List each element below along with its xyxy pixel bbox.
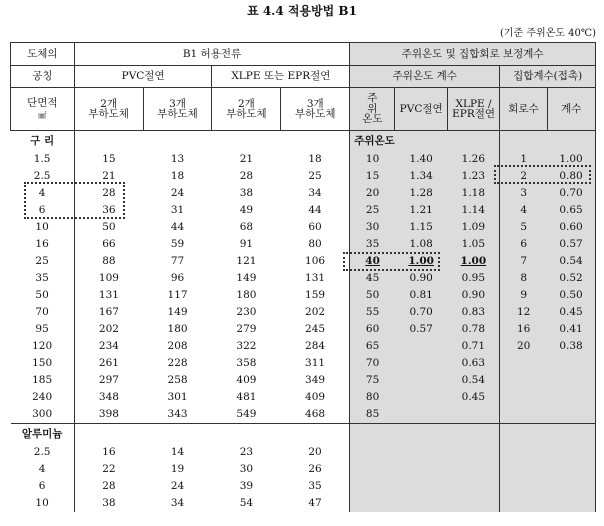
empty-cell — [447, 461, 499, 478]
copper-section-row — [11, 131, 596, 152]
cell-group-factor: 0.60 — [547, 219, 595, 236]
cell-temp: 25 — [350, 202, 395, 219]
cell-xlpe-2: 30 — [239, 463, 254, 476]
empty-cell — [212, 131, 281, 152]
empty-cell — [547, 495, 595, 512]
cell-pvc-factor: 1.21 — [395, 202, 447, 219]
cell-circuits: 4 — [500, 202, 547, 219]
cell-pvc-3: 258 — [167, 374, 188, 387]
cell-xlpe-factor: 1.18 — [447, 185, 499, 202]
cell-group-factor: 0.38 — [547, 338, 595, 355]
cell-temp: 30 — [350, 219, 395, 236]
table-row — [11, 406, 596, 424]
cell-area: 10 — [11, 219, 75, 236]
cell-area: 300 — [11, 406, 75, 424]
header-xlpe-3: 3개 부하도체 — [281, 88, 350, 131]
cell-area: 4 — [11, 461, 75, 478]
cell-area: 120 — [11, 338, 75, 355]
cell-pvc-3: 24 — [170, 187, 185, 200]
empty-cell — [350, 461, 395, 478]
cell-circuits — [500, 355, 547, 372]
empty-cell — [547, 444, 595, 461]
cell-area: 6 — [11, 202, 75, 219]
cell-xlpe-3: 60 — [308, 221, 322, 234]
empty-cell — [447, 444, 499, 461]
header-xlpe: XLPE 또는 EPR절연 — [212, 66, 350, 88]
cell-pvc-2: 167 — [74, 304, 143, 321]
cell-pvc-3: 34 — [170, 497, 185, 510]
cell-group-factor: 1.00 — [547, 151, 595, 168]
cell-pvc-2: 348 — [74, 389, 143, 406]
header-b1-group: B1 허용전류 — [74, 43, 350, 66]
cell-group-factor: 0.70 — [547, 185, 595, 202]
table-row — [11, 270, 596, 287]
empty-cell — [281, 131, 350, 152]
table-row — [11, 219, 596, 236]
cell-xlpe-factor: 1.23 — [447, 168, 499, 185]
cell-xlpe-3: 245 — [305, 323, 326, 336]
cell-circuits: 9 — [500, 287, 547, 304]
empty-cell — [500, 444, 547, 461]
cell-xlpe-2: 38 — [239, 187, 254, 200]
cell-group-factor: 0.41 — [547, 321, 595, 338]
cell-xlpe-3: 202 — [305, 306, 326, 319]
cell-xlpe-2: 230 — [236, 306, 257, 319]
cell-xlpe-factor: 0.95 — [447, 270, 499, 287]
cell-circuits: 3 — [500, 185, 547, 202]
cell-circuits: 2 — [500, 168, 547, 185]
cell-xlpe-factor: 1.05 — [447, 236, 499, 253]
cell-area: 240 — [11, 389, 75, 406]
empty-cell — [547, 424, 595, 445]
empty-cell — [281, 424, 350, 445]
cell-pvc-2: 28 — [74, 185, 143, 202]
cell-pvc-factor — [395, 389, 447, 406]
copper-label: 구 리 — [11, 131, 75, 152]
cell-pvc-2: 398 — [74, 406, 143, 424]
cell-xlpe-factor: 0.71 — [447, 338, 499, 355]
cell-xlpe-factor: 1.00 — [447, 253, 499, 270]
cell-pvc-factor — [395, 338, 447, 355]
cell-temp: 15 — [350, 168, 395, 185]
cell-xlpe-factor: 0.54 — [447, 372, 499, 389]
cell-pvc-factor — [395, 406, 447, 424]
table-row — [11, 202, 596, 219]
cell-xlpe-3: 80 — [308, 238, 322, 251]
cell-pvc-factor: 0.70 — [395, 304, 447, 321]
cell-pvc-3: 117 — [167, 289, 188, 302]
cell-area: 70 — [11, 304, 75, 321]
cell-group-factor: 0.45 — [547, 304, 595, 321]
table-title: 표 4.4 적용방법 B1 — [247, 4, 357, 18]
cell-group-factor — [547, 406, 595, 424]
header-pvc: PVC절연 — [74, 66, 212, 88]
cell-area: 16 — [11, 236, 75, 253]
empty-cell — [500, 131, 547, 152]
table-row — [11, 355, 596, 372]
cell-temp: 75 — [350, 372, 395, 389]
header-conductor: 도체의 — [11, 43, 75, 66]
table-row — [11, 185, 596, 202]
cell-pvc-2: 66 — [74, 236, 143, 253]
aluminum-label: 알루미늄 — [11, 424, 75, 445]
cell-pvc-3: 18 — [170, 170, 185, 183]
cell-area: 185 — [11, 372, 75, 389]
cell-temp: 10 — [350, 151, 395, 168]
cell-circuits — [500, 372, 547, 389]
cell-area: 1.5 — [11, 151, 75, 168]
cell-group-factor — [547, 372, 595, 389]
cell-pvc-2: 202 — [74, 321, 143, 338]
cell-xlpe-3: 26 — [308, 463, 322, 476]
header-nominal: 공칭 — [11, 66, 75, 88]
cell-pvc-3: 180 — [167, 323, 188, 336]
cell-xlpe-2: 180 — [236, 289, 257, 302]
cell-pvc-3: 13 — [170, 153, 185, 166]
empty-cell — [74, 424, 143, 445]
table-row — [11, 444, 596, 461]
cell-pvc-3: 228 — [167, 357, 188, 370]
cell-xlpe-3: 25 — [308, 170, 322, 183]
cell-area: 150 — [11, 355, 75, 372]
cell-pvc-2: 15 — [74, 151, 143, 168]
empty-cell — [500, 478, 547, 495]
cell-xlpe-3: 349 — [305, 374, 326, 387]
cell-xlpe-factor: 1.26 — [447, 151, 499, 168]
cell-pvc-2: 36 — [74, 202, 143, 219]
cell-temp: 80 — [350, 389, 395, 406]
cell-area: 2.5 — [11, 444, 75, 461]
cell-xlpe-factor: 1.09 — [447, 219, 499, 236]
cell-xlpe-2: 322 — [236, 340, 257, 353]
cell-pvc-3: 24 — [170, 480, 185, 493]
cell-circuits: 12 — [500, 304, 547, 321]
empty-cell — [547, 461, 595, 478]
cell-area: 4 — [11, 185, 75, 202]
cell-pvc-2: 21 — [74, 168, 143, 185]
header-pvc-3: 3개 부하도체 — [143, 88, 212, 131]
cell-xlpe-factor: 0.78 — [447, 321, 499, 338]
cell-pvc-factor: 0.81 — [395, 287, 447, 304]
cell-xlpe-3: 311 — [305, 357, 326, 370]
cell-pvc-2: 297 — [74, 372, 143, 389]
header-circuits: 회로수 — [500, 88, 547, 131]
cell-temp: 40 — [350, 253, 395, 270]
cell-pvc-3: 44 — [170, 221, 185, 234]
table-row — [11, 461, 596, 478]
cell-group-factor: 0.50 — [547, 287, 595, 304]
cell-temp: 65 — [350, 338, 395, 355]
cell-group-factor — [547, 355, 595, 372]
cell-xlpe-3: 284 — [305, 340, 326, 353]
empty-cell — [395, 495, 447, 512]
table-row — [11, 321, 596, 338]
header-ambient: 주위온도 계수 — [350, 66, 500, 88]
empty-cell — [350, 424, 395, 445]
cell-pvc-factor: 0.57 — [395, 321, 447, 338]
cell-xlpe-factor: 0.90 — [447, 287, 499, 304]
table-subtitle: (기준 주위온도 40℃) — [499, 28, 596, 39]
cell-temp: 35 — [350, 236, 395, 253]
empty-cell — [74, 131, 143, 152]
table-row — [11, 168, 596, 185]
cell-group-factor: 0.54 — [547, 253, 595, 270]
empty-cell — [350, 444, 395, 461]
cell-circuits: 5 — [500, 219, 547, 236]
cell-xlpe-factor: 0.63 — [447, 355, 499, 372]
cell-pvc-3: 208 — [167, 340, 188, 353]
table-row — [11, 372, 596, 389]
table-row — [11, 253, 596, 270]
table-row — [11, 495, 596, 512]
cell-xlpe-2: 39 — [239, 480, 254, 493]
cell-xlpe-2: 54 — [239, 497, 254, 510]
cell-pvc-3: 301 — [167, 391, 188, 404]
cell-circuits: 8 — [500, 270, 547, 287]
cell-xlpe-2: 28 — [239, 170, 254, 183]
empty-cell — [350, 478, 395, 495]
cell-temp: 85 — [350, 406, 395, 424]
table-row — [11, 338, 596, 355]
cell-pvc-2: 131 — [74, 287, 143, 304]
header-factor: 계수 — [547, 88, 595, 131]
cell-xlpe-3: 159 — [305, 289, 326, 302]
cell-pvc-factor: 1.40 — [395, 151, 447, 168]
cell-circuits — [500, 406, 547, 424]
cell-xlpe-3: 34 — [308, 187, 322, 200]
cell-circuits: 6 — [500, 236, 547, 253]
cell-pvc-3: 14 — [170, 446, 185, 459]
cell-group-factor: 0.52 — [547, 270, 595, 287]
cell-pvc-3: 19 — [170, 463, 185, 476]
b1-table — [10, 42, 596, 512]
table-row — [11, 389, 596, 406]
cell-xlpe-3: 131 — [305, 272, 326, 285]
cell-area: 35 — [11, 270, 75, 287]
cell-xlpe-2: 549 — [236, 408, 257, 421]
cell-xlpe-2: 481 — [236, 391, 257, 404]
empty-cell — [143, 424, 212, 445]
empty-cell — [447, 495, 499, 512]
cell-temp: 70 — [350, 355, 395, 372]
cell-pvc-factor — [395, 355, 447, 372]
empty-cell — [500, 461, 547, 478]
cell-area: 6 — [11, 478, 75, 495]
table-row — [11, 236, 596, 253]
cell-pvc-factor: 1.00 — [395, 253, 447, 270]
cell-group-factor: 0.65 — [547, 202, 595, 219]
cell-pvc-3: 77 — [170, 255, 185, 268]
empty-cell — [500, 495, 547, 512]
empty-cell — [395, 424, 447, 445]
cell-pvc-2: 88 — [74, 253, 143, 270]
cell-xlpe-factor: 0.83 — [447, 304, 499, 321]
cell-circuits: 7 — [500, 253, 547, 270]
cell-xlpe-2: 68 — [239, 221, 254, 234]
cell-circuits: 1 — [500, 151, 547, 168]
header-xlpe-factor: XLPE / EPR절연 — [447, 88, 499, 131]
header-pvc-2: 2개 부하도체 — [74, 88, 143, 131]
cell-xlpe-2: 49 — [239, 204, 254, 217]
cell-pvc-2: 28 — [74, 478, 143, 495]
cell-pvc-3: 149 — [167, 306, 188, 319]
cell-pvc-2: 38 — [74, 495, 143, 512]
ambient-label: 주위온도 — [350, 131, 500, 152]
cell-circuits: 16 — [500, 321, 547, 338]
empty-cell — [547, 131, 595, 152]
header-grouping: 집합계수(접촉) — [500, 66, 596, 88]
cell-xlpe-2: 21 — [239, 153, 254, 166]
cell-area: 10 — [11, 495, 75, 512]
cell-pvc-3: 96 — [170, 272, 185, 285]
table-row — [11, 151, 596, 168]
cell-pvc-factor — [395, 372, 447, 389]
empty-cell — [447, 424, 499, 445]
cell-xlpe-3: 20 — [308, 446, 322, 459]
cell-pvc-2: 234 — [74, 338, 143, 355]
cell-group-factor: 0.57 — [547, 236, 595, 253]
cell-xlpe-2: 23 — [239, 446, 254, 459]
cell-pvc-factor: 0.90 — [395, 270, 447, 287]
empty-cell — [395, 461, 447, 478]
cell-pvc-factor: 1.08 — [395, 236, 447, 253]
cell-pvc-2: 22 — [74, 461, 143, 478]
cell-pvc-factor: 1.34 — [395, 168, 447, 185]
empty-cell — [447, 478, 499, 495]
cell-xlpe-factor — [447, 406, 499, 424]
cell-pvc-2: 109 — [74, 270, 143, 287]
cell-temp: 45 — [350, 270, 395, 287]
cell-pvc-3: 59 — [170, 238, 185, 251]
cell-xlpe-2: 279 — [236, 323, 257, 336]
cell-area: 50 — [11, 287, 75, 304]
header-pvc-factor: PVC절연 — [395, 88, 447, 131]
empty-cell — [395, 478, 447, 495]
cell-pvc-factor: 1.28 — [395, 185, 447, 202]
cell-xlpe-3: 409 — [305, 391, 326, 404]
header-area: 단면적 ㎟ — [11, 88, 75, 131]
cell-xlpe-3: 44 — [308, 204, 322, 217]
cell-circuits: 20 — [500, 338, 547, 355]
header-xlpe-2: 2개 부하도체 — [212, 88, 281, 131]
cell-temp: 60 — [350, 321, 395, 338]
cell-temp: 55 — [350, 304, 395, 321]
table-row — [11, 478, 596, 495]
header-temp: 주 위 온도 — [350, 88, 395, 131]
cell-xlpe-3: 468 — [305, 408, 326, 421]
cell-xlpe-3: 18 — [308, 153, 322, 166]
cell-temp: 20 — [350, 185, 395, 202]
cell-pvc-3: 343 — [167, 408, 188, 421]
cell-pvc-3: 31 — [170, 204, 185, 217]
aluminum-section-row — [11, 424, 596, 445]
cell-xlpe-3: 47 — [308, 497, 322, 510]
cell-xlpe-2: 121 — [236, 255, 257, 268]
empty-cell — [395, 444, 447, 461]
empty-cell — [350, 495, 395, 512]
cell-area: 2.5 — [11, 168, 75, 185]
cell-xlpe-3: 35 — [308, 480, 322, 493]
cell-area: 95 — [11, 321, 75, 338]
cell-pvc-factor: 1.15 — [395, 219, 447, 236]
cell-xlpe-2: 358 — [236, 357, 257, 370]
cell-xlpe-2: 91 — [239, 238, 254, 251]
header-correction-group: 주위온도 및 집합회로 보정계수 — [350, 43, 596, 66]
cell-xlpe-3: 106 — [305, 255, 326, 268]
table-row — [11, 304, 596, 321]
cell-pvc-2: 261 — [74, 355, 143, 372]
empty-cell — [547, 478, 595, 495]
empty-cell — [500, 424, 547, 445]
empty-cell — [212, 424, 281, 445]
table-row — [11, 287, 596, 304]
cell-temp: 50 — [350, 287, 395, 304]
cell-group-factor: 0.80 — [547, 168, 595, 185]
cell-pvc-2: 16 — [74, 444, 143, 461]
cell-xlpe-2: 149 — [236, 272, 257, 285]
empty-cell — [143, 131, 212, 152]
cell-xlpe-factor: 0.45 — [447, 389, 499, 406]
cell-area: 25 — [11, 253, 75, 270]
cell-circuits — [500, 389, 547, 406]
cell-xlpe-factor: 1.14 — [447, 202, 499, 219]
cell-xlpe-2: 409 — [236, 374, 257, 387]
cell-pvc-2: 50 — [74, 219, 143, 236]
cell-group-factor — [547, 389, 595, 406]
